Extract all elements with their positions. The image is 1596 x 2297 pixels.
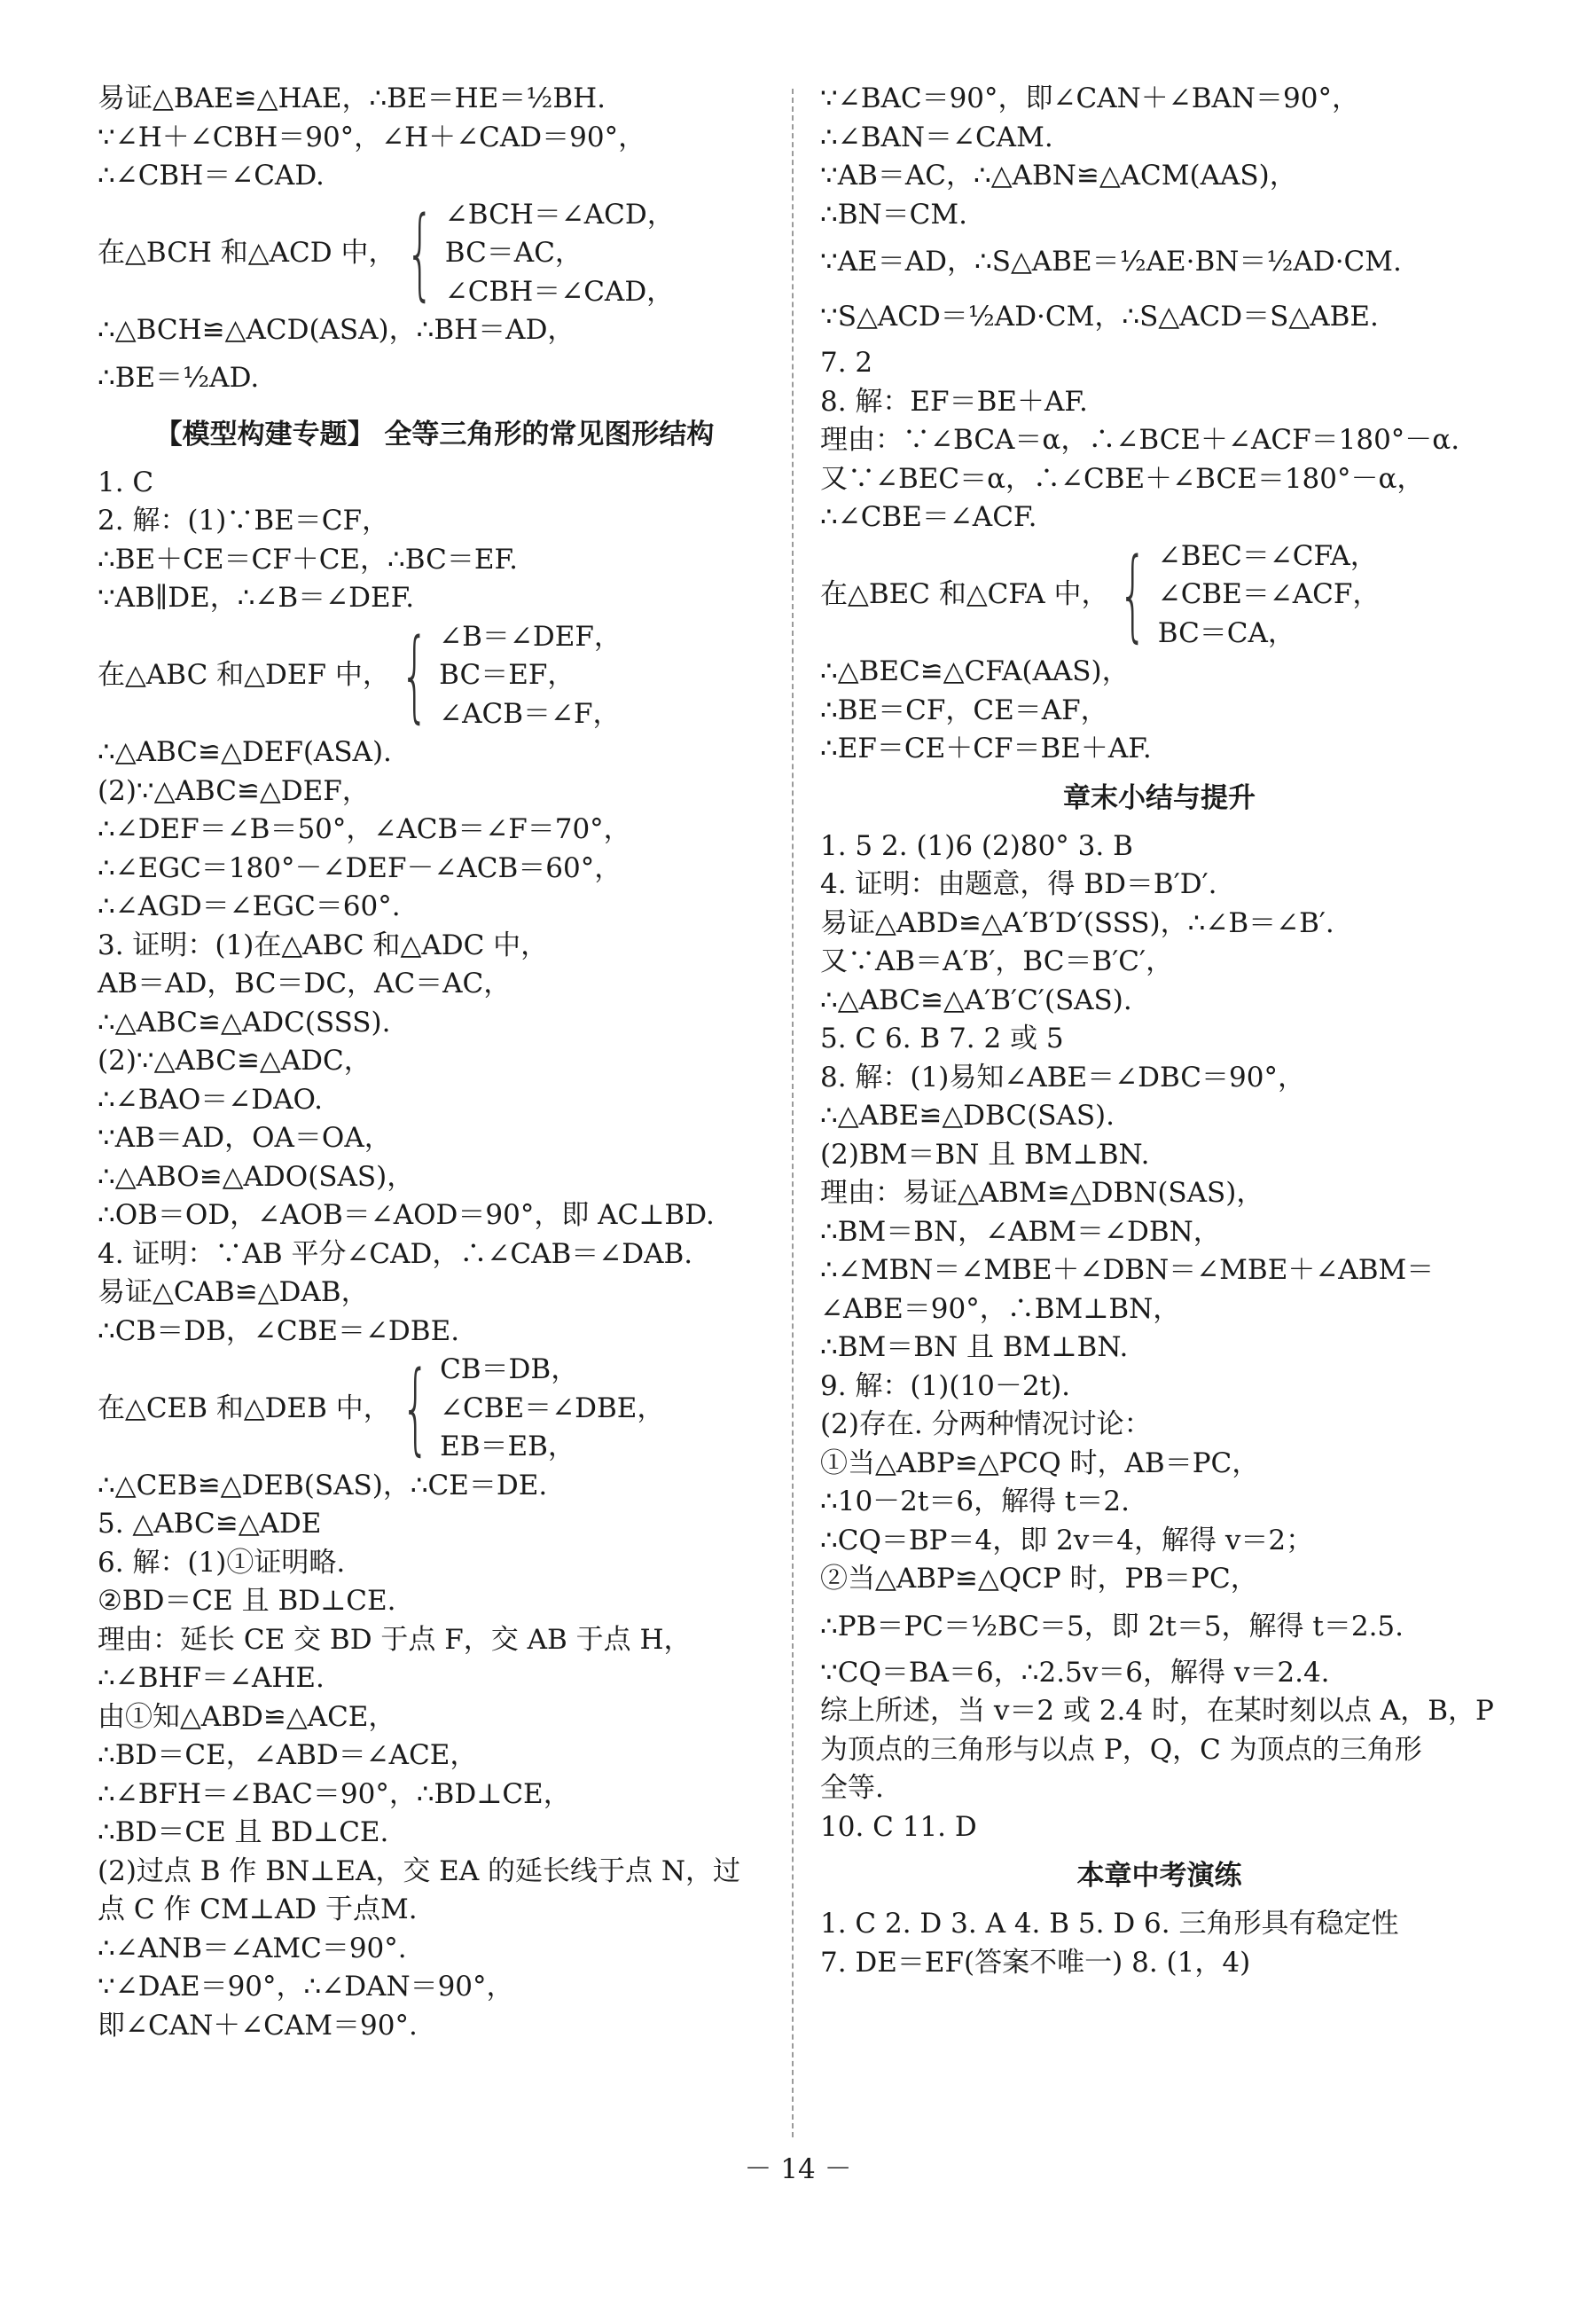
text-line: ∴∠BFH＝∠BAC＝90°，∴BD⊥CE，: [98, 1777, 571, 1810]
text-line: 4. 证明：由题意，得 BD＝B′D′.: [820, 868, 1217, 900]
text-line: ∵S△ACD＝½AD·CM，∴S△ACD＝S△ABE.: [820, 301, 1379, 333]
section-heading: 章末小结与提升: [1063, 781, 1256, 814]
text-line: ∴∠EGC＝180°－∠DEF－∠ACB＝60°，: [98, 851, 622, 884]
brace-icon: {: [406, 195, 435, 311]
text-line: 为顶点的三角形与以点 P，Q，C 为顶点的三角形: [820, 1733, 1422, 1766]
text-line: ∴△ABE≌△DBC(SAS).: [820, 1100, 1115, 1132]
system-row: ∠CBH＝∠CAD，: [444, 275, 675, 308]
text-line: 6. 解：(1)①证明略.: [98, 1546, 346, 1579]
text-line: 易证△CAB≌△DAB，: [98, 1276, 369, 1308]
equation-system: [820, 537, 1498, 654]
text-line: ∴BN＝CM.: [820, 198, 967, 231]
text-line: 3. 证明：(1)在△ABC 和△ADC 中，: [98, 929, 549, 961]
text-line: (2)∵△ABC≌△ADC，: [98, 1045, 372, 1077]
left-column: [98, 80, 771, 2045]
text-line: 9. 解：(1)(10－2t).: [820, 1369, 1071, 1402]
system-row: ∠CBE＝∠DBE，: [440, 1392, 665, 1424]
text-line: ∴BE＋CE＝CF＋CE，∴BC＝EF.: [98, 543, 519, 576]
section-heading: 【模型构建专题】 全等三角形的常见图形结构: [154, 418, 715, 451]
system-prefix: 在△BCH 和△ACD 中，: [98, 237, 396, 269]
text-line: ∵CQ＝BA＝6，∴2.5v＝6，解得 v＝2.4.: [820, 1656, 1330, 1689]
text-line: 理由：∵∠BCA＝α，∴∠BCE＋∠ACF＝180°－α.: [820, 424, 1460, 456]
text-line: ①当△ABP≌△PCQ 时，AB＝PC，: [820, 1446, 1260, 1479]
system-row: BC＝EF，: [439, 659, 575, 691]
text-line: 2. 解：(1)∵BE＝CF，: [98, 505, 389, 537]
text-line: 7. 2: [820, 347, 873, 379]
text-line: ∴∠AGD＝∠EGC＝60°.: [98, 890, 401, 922]
text-line: ∴10－2t＝6，解得 t＝2.: [820, 1486, 1130, 1517]
text-line: ∵AE＝AD，∴S△ABE＝½AE·BN＝½AD·CM.: [820, 246, 1402, 278]
equation-system: [98, 618, 771, 734]
text-line: (2)过点 B 作 BN⊥EA，交 EA 的延长线于点 N，过: [98, 1854, 741, 1887]
text-line: 10. C 11. D: [820, 1810, 977, 1843]
page-number: － 14 －: [744, 2153, 852, 2185]
text-line: ∴BE＝CF，CE＝AF，: [820, 694, 1108, 726]
text-line: 又∵AB＝A′B′，BC＝B′C′，: [820, 945, 1174, 977]
text-line: ∴△ABC≌△A′B′C′(SAS).: [820, 984, 1132, 1016]
text-line: ∵AB＝AD，OA＝OA，: [98, 1122, 392, 1154]
text-line: 又∵∠BEC＝α，∴∠CBE＋∠BCE＝180°－α，: [820, 462, 1425, 495]
text-line: ∵AB＝AC，∴△ABN≌△ACM(AAS)，: [820, 160, 1297, 192]
text-line: ∴BE＝½AD.: [98, 361, 260, 394]
text-line: ∴∠CBH＝∠CAD.: [98, 160, 325, 192]
system-row: ∠B＝∠DEF，: [439, 620, 622, 653]
text-line: ∴∠BAN＝∠CAM.: [820, 121, 1053, 153]
system-row: ∠BCH＝∠ACD，: [444, 198, 675, 231]
system-row: ∠ACB＝∠F，: [439, 697, 621, 730]
text-line: (2)∵△ABC≌△DEF，: [98, 774, 370, 807]
text-line: ∴OB＝OD，∠AOB＝∠AOD＝90°，即 AC⊥BD.: [98, 1199, 715, 1231]
text-line: 5. △ABC≌△ADE: [98, 1508, 322, 1540]
text-line: ∠ABE＝90°，∴BM⊥BN，: [820, 1292, 1181, 1325]
text-line: ∴∠ANB＝∠AMC＝90°.: [98, 1932, 407, 1964]
text-line: ∴∠BHF＝∠AHE.: [98, 1662, 325, 1694]
text-line: ∴△CEB≌△DEB(SAS)，∴CE＝DE.: [98, 1469, 548, 1501]
text-line: ∴CQ＝BP＝4，即 2v＝4，解得 v＝2；: [820, 1524, 1314, 1556]
text-line: ∴BD＝CE，∠ABD＝∠ACE，: [98, 1739, 478, 1771]
text-line: 易证△ABD≌△A′B′D′(SSS)，∴∠B＝∠B′.: [820, 906, 1334, 939]
text-line: ②BD＝CE 且 BD⊥CE.: [98, 1585, 396, 1617]
text-line: ∴△ABC≌△ADC(SSS).: [98, 1006, 391, 1039]
text-line: ∵AB∥DE，∴∠B＝∠DEF.: [98, 582, 415, 614]
section-heading: 本章中考演练: [1076, 1860, 1242, 1892]
brace-icon: {: [1119, 537, 1148, 653]
text-line: ∴△BCH≌△ACD(ASA)，∴BH＝AD，: [98, 314, 575, 346]
text-line: 易证△BAE≌△HAE，∴BE＝HE＝½BH.: [98, 82, 606, 114]
system-row: ∠CBE＝∠ACF，: [1157, 578, 1381, 610]
text-line: 8. 解：EF＝BE＋AF.: [820, 385, 1088, 418]
text-line: ∴EF＝CE＋CF＝BE＋AF.: [820, 733, 1152, 764]
text-line: (2)BM＝BN 且 BM⊥BN.: [820, 1138, 1150, 1171]
system-row: ∠BEC＝∠CFA，: [1157, 539, 1378, 572]
text-line: ∵∠DAE＝90°，∴∠DAN＝90°，: [98, 1971, 514, 2003]
text-line: 由①知△ABD≌△ACE，: [98, 1700, 396, 1733]
text-line: ∴BM＝BN 且 BM⊥BN.: [820, 1331, 1129, 1363]
text-line: 全等.: [820, 1772, 884, 1804]
text-line: 8. 解：(1)易知∠ABE＝∠DBC＝90°，: [820, 1061, 1305, 1094]
text-line: ∵∠BAC＝90°，即∠CAN＋∠BAN＝90°，: [820, 82, 1359, 114]
equation-system: [98, 196, 771, 312]
text-line: 综上所述，当 v＝2 或 2.4 时，在某时刻以点 A，B，P: [820, 1695, 1494, 1727]
text-line: ∴∠BAO＝∠DAO.: [98, 1083, 323, 1116]
text-line: 理由：延长 CE 交 BD 于点 F，交 AB 于点 H，: [98, 1623, 692, 1656]
text-line: ∴△ABC≌△DEF(ASA).: [98, 736, 392, 768]
text-line: ∴BD＝CE 且 BD⊥CE.: [98, 1816, 389, 1848]
text-line: ∴∠MBN＝∠MBE＋∠DBN＝∠MBE＋∠ABM＝: [820, 1254, 1435, 1286]
text-line: (2)存在. 分两种情况讨论：: [820, 1408, 1152, 1440]
system-prefix: 在△ABC 和△DEF 中，: [98, 659, 390, 691]
text-line: ∴PB＝PC＝½BC＝5，即 2t＝5，解得 t＝2.5.: [820, 1610, 1404, 1642]
text-line: AB＝AD，BC＝DC，AC＝AC，: [98, 968, 512, 1000]
text-line: ∴△ABO≌△ADO(SAS)，: [98, 1160, 415, 1193]
text-line: 即∠CAN＋∠CAM＝90°.: [98, 2009, 418, 2042]
text-line: ∴∠DEF＝∠B＝50°，∠ACB＝∠F＝70°，: [98, 813, 631, 845]
equation-system: [98, 1351, 771, 1467]
text-line: ∴BM＝BN，∠ABM＝∠DBN，: [820, 1215, 1221, 1248]
text-line: 1. C 2. D 3. A 4. B 5. D 6. 三角形具有稳定性: [820, 1908, 1399, 1940]
brace-icon: {: [401, 1351, 430, 1467]
text-line: 点 C 作 CM⊥AD 于点M.: [98, 1893, 418, 1925]
text-line: 1. 5 2. (1)6 (2)80° 3. B: [820, 829, 1133, 862]
text-line: 1. C: [98, 466, 154, 498]
text-line: ∵∠H＋∠CBH＝90°，∠H＋∠CAD＝90°，: [98, 121, 646, 153]
system-prefix: 在△BEC 和△CFA 中，: [820, 578, 1109, 610]
right-column: [820, 80, 1498, 1982]
system-row: BC＝CA，: [1157, 616, 1295, 649]
text-line: 4. 证明：∵AB 平分∠CAD，∴∠CAB＝∠DAB.: [98, 1237, 693, 1270]
system-prefix: 在△CEB 和△DEB 中，: [98, 1392, 391, 1424]
text-line: ②当△ABP≌△QCP 时，PB＝PC，: [820, 1563, 1258, 1595]
text-line: ∴CB＝DB，∠CBE＝∠DBE.: [98, 1314, 460, 1347]
system-row: CB＝DB，: [440, 1353, 579, 1385]
text-line: 7. DE＝EF(答案不唯一) 8. (1，4): [820, 1946, 1251, 1979]
system-row: EB＝EB，: [440, 1431, 575, 1462]
text-line: ∴△BEC≌△CFA(AAS)，: [820, 655, 1130, 687]
text-line: 理由：易证△ABM≌△DBN(SAS)，: [820, 1177, 1264, 1209]
text-line: 5. C 6. B 7. 2 或 5: [820, 1023, 1064, 1054]
system-row: BC＝AC，: [444, 237, 583, 269]
column-divider: [792, 89, 794, 2137]
text-line: ∴∠CBE＝∠ACF.: [820, 501, 1037, 533]
brace-icon: {: [400, 617, 429, 733]
